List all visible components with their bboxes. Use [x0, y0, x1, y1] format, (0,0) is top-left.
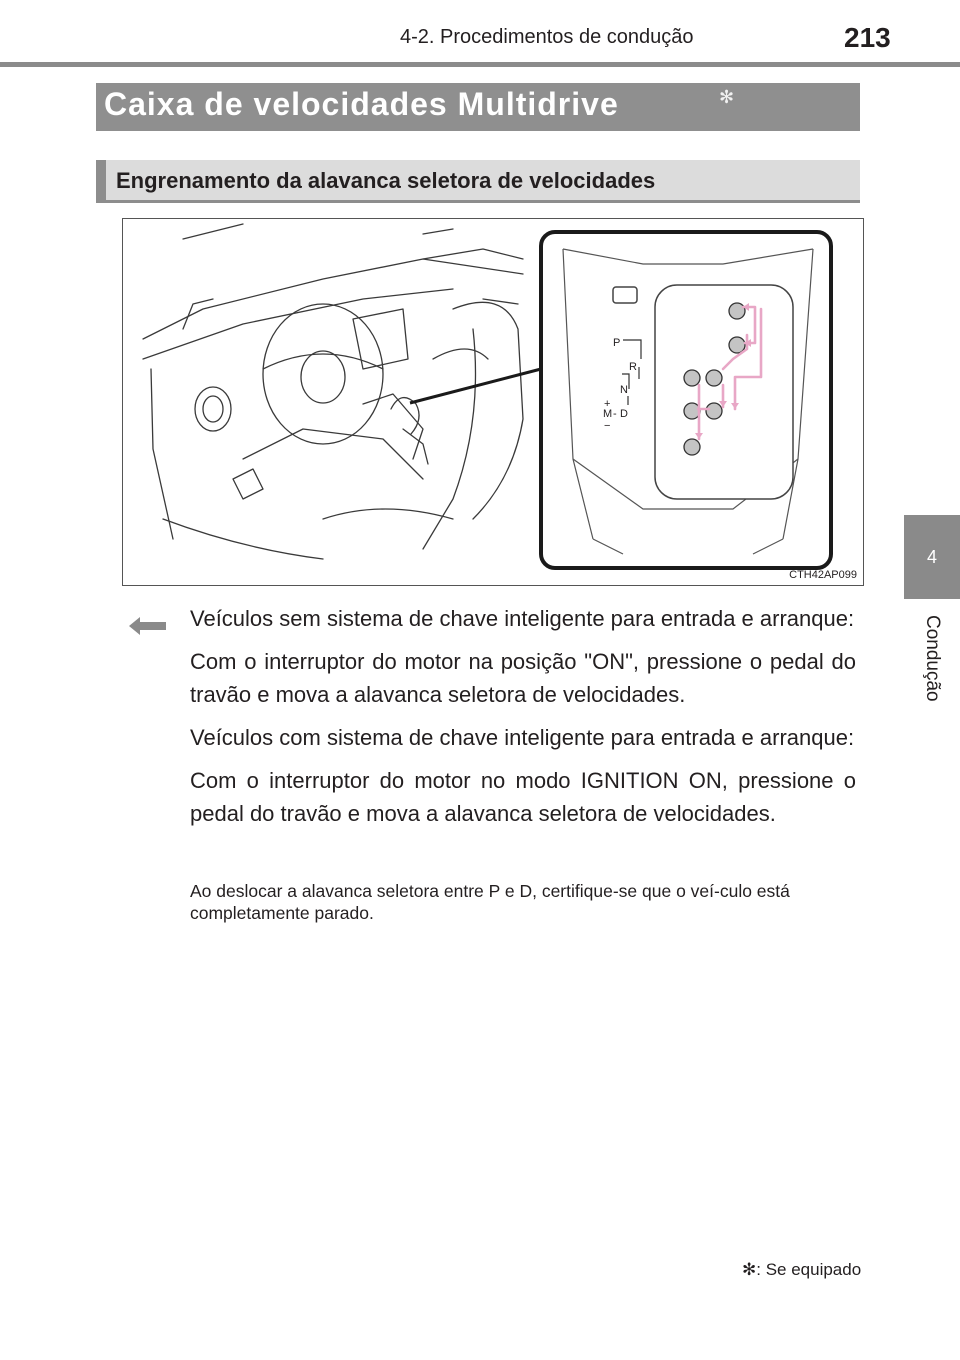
- cabin-drawing: [123, 219, 863, 585]
- footnote: [742, 1260, 861, 1280]
- chapter-tab-label: [905, 608, 959, 708]
- gear-label-plus: +: [604, 398, 611, 410]
- header-section-title: 4-2. Procedimentos de condução: [400, 26, 694, 48]
- gate-position-n: [706, 370, 722, 386]
- gate-position-p: [729, 303, 745, 319]
- subsection-bar-edge: [96, 160, 106, 200]
- gate-position-m-center: [684, 403, 700, 419]
- gear-label-d: D: [620, 408, 628, 420]
- shift-lever-illustration: [122, 218, 864, 586]
- chapter-number: 4: [926, 546, 937, 567]
- gear-label-r: R: [629, 361, 637, 373]
- subsection-title-bar: [96, 160, 860, 203]
- chapter-label-text: Condução: [922, 614, 943, 702]
- illustration-code: CTH42AP099: [789, 569, 857, 581]
- gate-position-d: [706, 403, 722, 419]
- gear-label-m: M: [603, 408, 613, 420]
- step-arrow-icon: [128, 614, 168, 643]
- section-title: Caixa de velocidades Multidrive: [104, 86, 619, 122]
- subsection-title: Engrenamento da alavanca seletora de velocidades: [116, 168, 656, 193]
- page-number: 213: [844, 22, 891, 53]
- footnote-text: : Se equipado: [756, 1260, 862, 1279]
- svg-text:-: -: [613, 408, 617, 420]
- instruction-paragraph: Veículos com sistema de chave inteligente para entrada e arranque:: [190, 725, 855, 750]
- section-title-bar: [96, 83, 860, 131]
- safety-note: Ao deslocar a alavanca seletora entre P e D, certifique-se que o veí-culo está completamente parado.: [190, 881, 790, 923]
- chapter-tab[interactable]: [904, 515, 960, 599]
- optional-equipment-marker: ✻: [719, 87, 735, 107]
- gear-label-p: P: [613, 337, 621, 349]
- gear-label-n: N: [620, 384, 628, 396]
- footnote-marker: ✻: [742, 1260, 757, 1279]
- instruction-paragraph: Com o interruptor do motor na posição "ON", pressione o pedal do travão e mova a alavanca seletora de velocidades.: [190, 649, 856, 707]
- instruction-paragraph: Com o interruptor do motor no modo IGNITION ON, pressione o pedal do travão e mova a alavanca seletora de velocidades.: [190, 768, 856, 826]
- gate-position-m: [684, 370, 700, 386]
- instruction-paragraph: Veículos sem sistema de chave inteligente para entrada e arranque:: [190, 606, 855, 631]
- instructions-body: [190, 602, 856, 840]
- header-divider: [0, 62, 960, 67]
- gear-label-minus: −: [604, 420, 611, 432]
- gate-position-minus: [684, 439, 700, 455]
